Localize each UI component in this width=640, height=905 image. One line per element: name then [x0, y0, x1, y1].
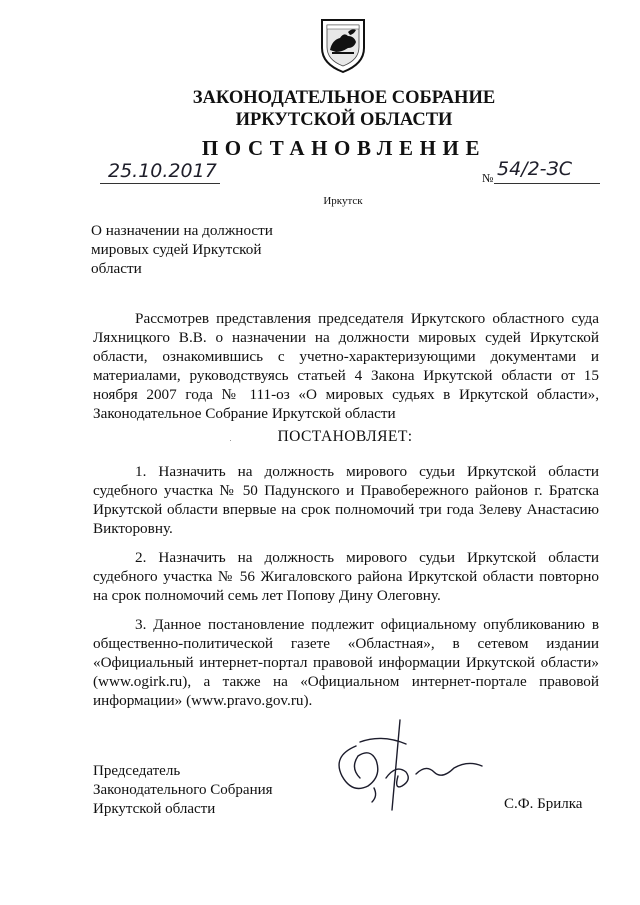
document-type-title: ПОСТАНОВЛЕНИЕ [201, 136, 487, 160]
issuer-name-line2: ИРКУТСКОЙ ОБЛАСТИ [235, 110, 453, 130]
resolves-heading: ПОСТАНОВЛЯЕТ: [277, 428, 413, 445]
document-number: 54/2-ЗС [497, 158, 572, 180]
city-name: Иркутск [323, 195, 363, 207]
preamble-paragraph: Рассмотрев представления председателя Иркутского областного суда Ляхницкого В.В. о назначении на должности мировых судей Иркутской области, ознакомившись с учетно-характеризующими документами и материалами, руководствуясь статьей 4 Закона Иркутской области от 15 ноября 2007 года № 111-оз «О мировых судьях в Иркутской области», Законодательное Собрание Иркутской области [93, 310, 599, 423]
signatory-title-line3: Иркутской области [93, 801, 216, 817]
date-underline [100, 183, 220, 184]
document-subject: О назначении на должности мировых судей Иркутской области [91, 222, 273, 277]
item-2-paragraph: 2. Назначить на должность мирового судьи Иркутской области судебного участка № 56 Жигаловского района Иркутской области повторно на срок полномочий семь лет Попову Дину Олеговну. [93, 549, 599, 605]
coat-of-arms-icon [318, 14, 368, 74]
document-date: 25.10.2017 [108, 160, 217, 182]
signatory-title-line2: Законодательного Собрания [93, 782, 273, 798]
item-3-paragraph: 3. Данное постановление подлежит официальному опубликованию в общественно-политической газете «Областная», в сетевом издании «Официальный интернет-портал правовой информации Иркутской области» (www.ogirk.ru), а также на «Официальном интернет-портале правовой информации» (www.pravo.gov.ru). [93, 616, 599, 710]
number-underline [494, 183, 600, 184]
handwritten-signature [322, 716, 492, 812]
item-1-paragraph: 1. Назначить на должность мирового судьи Иркутской области судебного участка № 50 Падунского и Правобережного районов г. Братска Иркутской области впервые на срок полномочий три года Зелеву Анастасию Викторовну. [93, 463, 599, 538]
signatory-title-line1: Председатель [93, 763, 181, 779]
number-label: № [482, 171, 494, 185]
signatory-title [93, 762, 273, 819]
signatory-name: С.Ф. Брилка [504, 796, 583, 812]
issuer-name-line1: ЗАКОНОДАТЕЛЬНОЕ СОБРАНИЕ [192, 88, 496, 108]
